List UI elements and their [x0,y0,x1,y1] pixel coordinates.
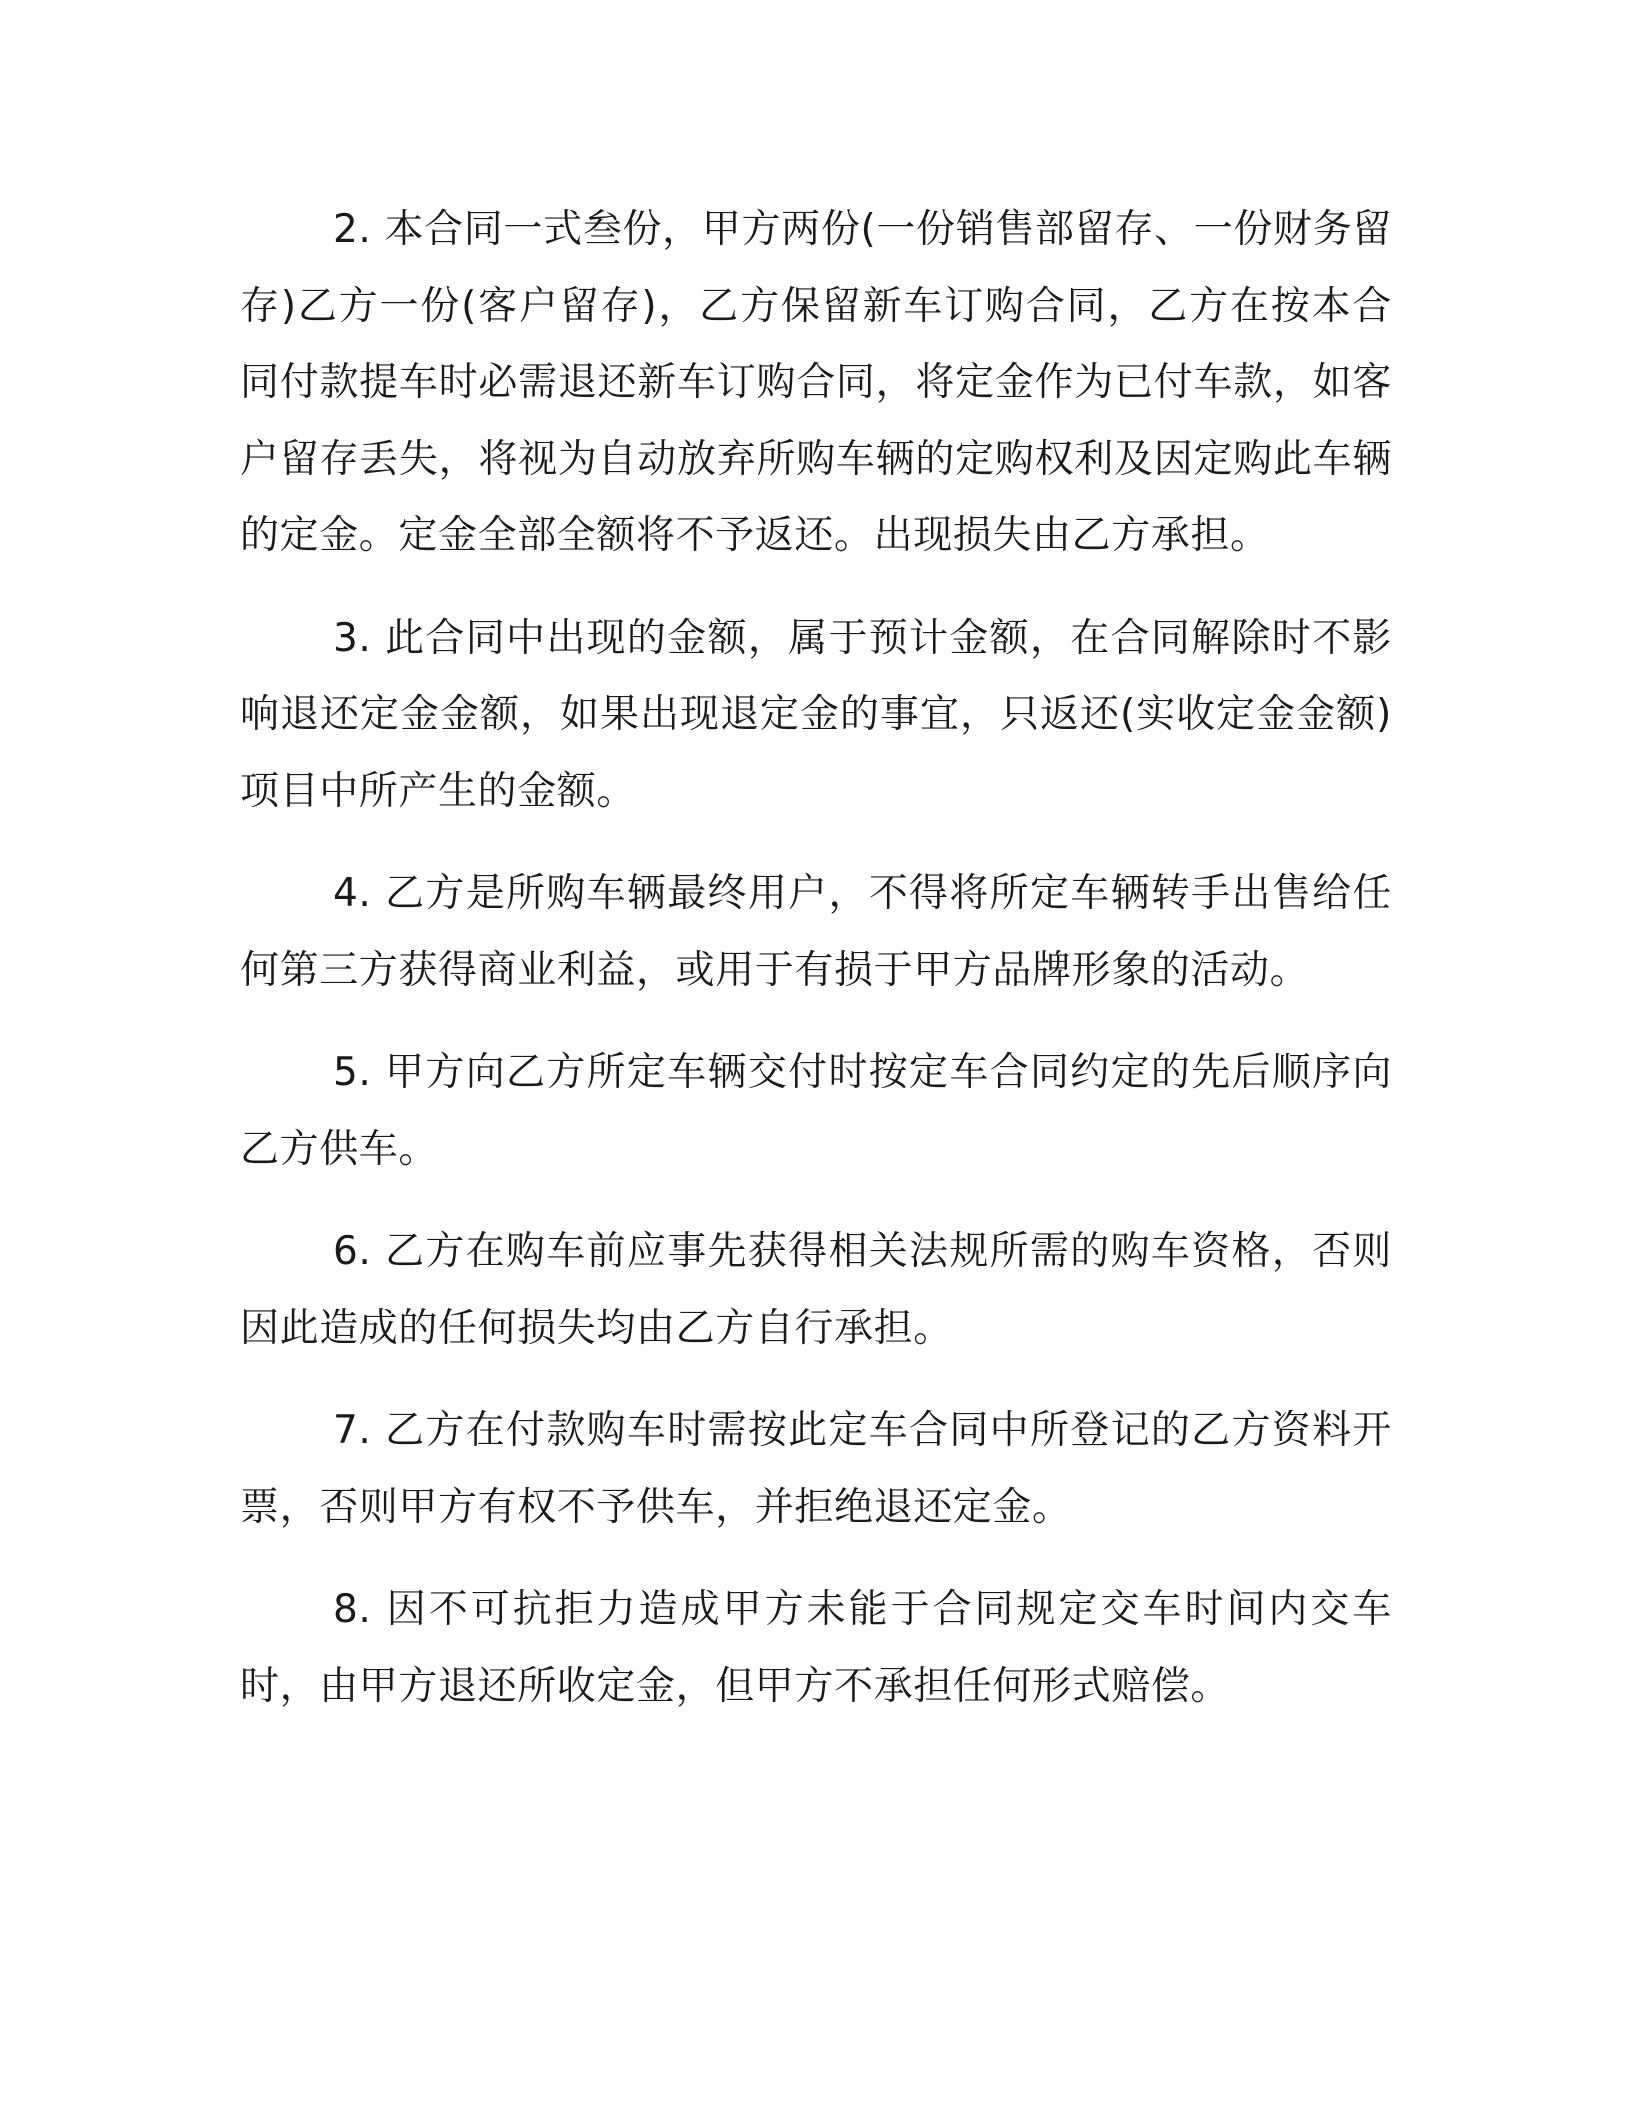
clause-6: 6. 乙方在购车前应事先获得相关法规所需的购车资格，否则因此造成的任何损失均由乙方自行承担。 [240,1229,1392,1351]
clause-3: 3. 此合同中出现的金额，属于预计金额，在合同解除时不影响退还定金金额，如果出现退定金的事宜，只返还(实收定金金额)项目中所产生的金额。 [240,615,1392,814]
clause-5: 5. 甲方向乙方所定车辆交付时按定车合同约定的先后顺序向乙方供车。 [240,1050,1392,1172]
clause-8: 8. 因不可抗拒力造成甲方未能于合同规定交车时间内交车时，由甲方退还所收定金，但甲方不承担任何形式赔偿。 [240,1587,1392,1709]
clause-2: 2. 本合同一式叁份，甲方两份(一份销售部留存、一份财务留存)乙方一份(客户留存)，乙方保留新车订购合同，乙方在按本合同付款提车时必需退还新车订购合同，将定金作为已付车款，如客户留存丢失，将视为自动放弃所购车辆的定购权利及因定购此车辆的定金。定金全部全额将不予返还。出现损失由乙方承担。 [240,207,1392,558]
document-body [240,192,1392,1751]
clause-7: 7. 乙方在付款购车时需按此定车合同中所登记的乙方资料开票，否则甲方有权不予供车，并拒绝退还定金。 [240,1408,1392,1530]
clause-4: 4. 乙方是所购车辆最终用户，不得将所定车辆转手出售给任何第三方获得商业利益，或用于有损于甲方品牌形象的活动。 [240,871,1392,993]
